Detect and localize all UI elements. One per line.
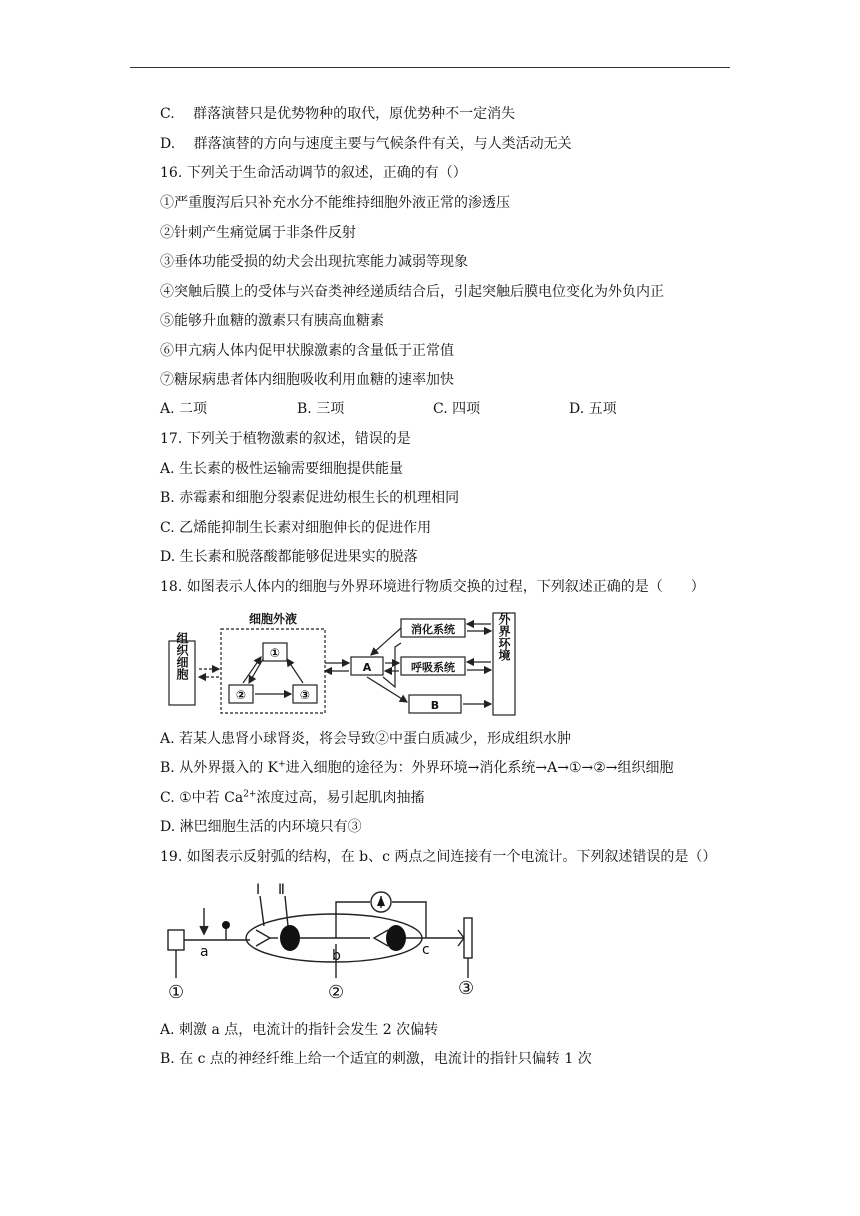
q18-c-pre: C. ①中若 Ca	[160, 790, 244, 806]
q18-option-a: A. 若某人患肾小球肾炎，将会导致②中蛋白质减少，形成组织水肿	[160, 731, 572, 747]
label-b: b	[332, 948, 341, 964]
digest-label: 消化系统	[411, 623, 455, 636]
header-rule	[130, 67, 730, 68]
q18-c-sup: 2+	[243, 789, 257, 800]
env-label: 外界环境	[497, 613, 511, 661]
q18-option-b	[160, 758, 674, 778]
q18-option-c	[160, 788, 424, 808]
q16-option-b: B. 三项	[297, 401, 345, 417]
label-3: ③	[458, 978, 475, 999]
receptor-box	[168, 930, 184, 950]
node-2-label: ②	[235, 688, 247, 702]
q16-statement-6: ⑥甲亢病人体内促甲状腺激素的含量低于正常值	[160, 343, 454, 359]
q16-stem: 16. 下列关于生命活动调节的叙述，正确的有（）	[160, 165, 467, 181]
q17-stem: 17. 下列关于植物激素的叙述，错误的是	[160, 431, 411, 447]
q18-stem: 18. 如图表示人体内的细胞与外界环境进行物质交换的过程，下列叙述正确的是（ ）	[160, 579, 705, 595]
q16-statement-3: ③垂体功能受损的幼犬会出现抗寒能力减弱等现象	[160, 254, 468, 270]
label-a: a	[200, 944, 209, 960]
galvanometer-needle	[377, 896, 385, 906]
q16-option-c: C. 四项	[433, 401, 481, 417]
q16-statement-1: ①严重腹泻后只补充水分不能维持细胞外液正常的渗透压	[160, 195, 510, 211]
q19-figure	[160, 878, 490, 1008]
q18-option-d: D. 淋巴细胞生活的内环境只有③	[160, 819, 362, 835]
q17-option-c: C. 乙烯能抑制生长素对细胞伸长的促进作用	[160, 520, 432, 536]
neuron-body-1	[280, 925, 300, 951]
q17-option-d: D. 生长素和脱落酸都能够促进果实的脱落	[160, 549, 418, 565]
node-1-label: ①	[269, 646, 281, 660]
effector-box	[464, 918, 472, 958]
label-i: Ⅰ	[256, 882, 261, 898]
q18-b-pre: B. 从外界摄入的 K	[160, 760, 279, 776]
ecf-label: 细胞外液	[248, 612, 298, 626]
label-c: c	[422, 942, 430, 958]
q16-statement-4: ④突触后膜上的受体与兴奋类神经递质结合后，引起突触后膜电位变化为外负内正	[160, 284, 664, 300]
q15-option-c: C. 群落演替只是优势物种的取代，原优势种不一定消失	[160, 106, 516, 122]
q16-statement-5: ⑤能够升血糖的激素只有胰高血糖素	[160, 313, 384, 329]
node-3-label: ③	[299, 688, 311, 702]
q19-option-a: A. 刺激 a 点，电流计的指针会发生 2 次偏转	[160, 1022, 439, 1038]
q18-b-sup: +	[278, 759, 286, 770]
q16-option-a: A. 二项	[160, 401, 208, 417]
q17-option-a: A. 生长素的极性运输需要细胞提供能量	[160, 461, 404, 477]
q17-option-b: B. 赤霉素和细胞分裂素促进幼根生长的机理相同	[160, 490, 460, 506]
label-1: ①	[168, 982, 185, 1003]
q15-option-d: D. 群落演替的方向与速度主要与气候条件有关，与人类活动无关	[160, 136, 572, 152]
neuron-body-2	[386, 925, 406, 951]
q19-option-b: B. 在 c 点的神经纤维上给一个适宜的刺激，电流计的指针只偏转 1 次	[160, 1051, 592, 1067]
node-b-label: B	[430, 699, 440, 712]
label-2: ②	[328, 982, 345, 1003]
tissue-cell-char-1: 组织细胞	[175, 632, 189, 680]
q16-statement-7: ⑦糖尿病患者体内细胞吸收利用血糖的速率加快	[160, 372, 454, 388]
resp-label: 呼吸系统	[411, 661, 455, 674]
q18-figure	[165, 607, 525, 719]
q18-b-post: 进入细胞的途径为：外界环境→消化系统→A→①→②→组织细胞	[285, 760, 674, 776]
ganglion-dot	[222, 921, 230, 929]
q16-statement-2: ②针刺产生痛觉属于非条件反射	[160, 225, 356, 241]
q19-stem: 19. 如图表示反射弧的结构，在 b、c 两点之间连接有一个电流计。下列叙述错误的是（）	[160, 849, 717, 865]
label-ii: Ⅱ	[278, 882, 285, 898]
node-a-label: A	[362, 661, 372, 674]
q18-c-post: 浓度过高，易引起肌肉抽搐	[256, 790, 425, 806]
q16-option-d: D. 五项	[569, 401, 617, 417]
